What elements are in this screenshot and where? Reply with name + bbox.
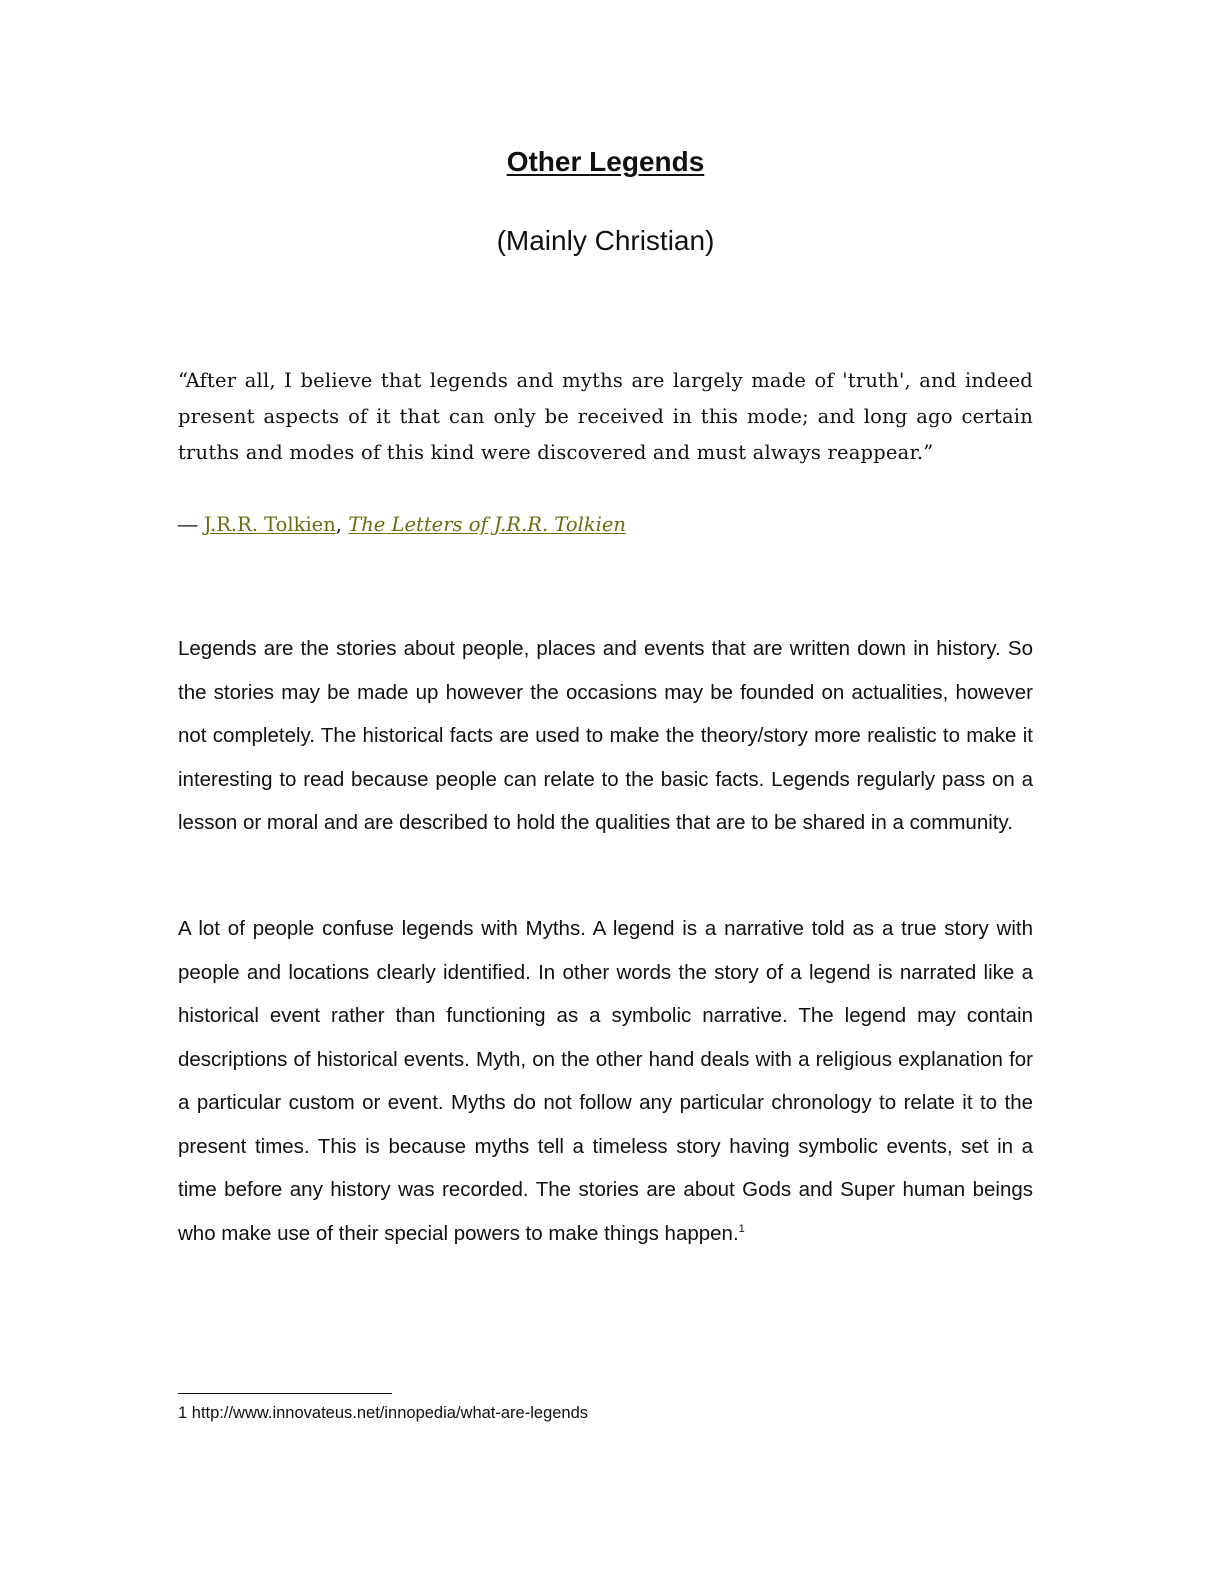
attribution-dash: ―	[178, 513, 204, 536]
footnote-url: http://www.innovateus.net/innopedia/what-are-legends	[187, 1404, 589, 1422]
book-link[interactable]: The Letters of J.R.R. Tolkien	[348, 513, 626, 536]
body-paragraph-1: Legends are the stories about people, places and events that are written down in history. So the stories may be made up however the occasions may be founded on actualities, however not completely. The historical facts are used to make the theory/story more realistic to make it interesting to read because people can relate to the basic facts. Legends regularly pass on a lesson or moral and are described to hold the qualities that are to be shared in a community.	[178, 637, 1033, 834]
body-paragraph-2-text: A lot of people confuse legends with Myths. A legend is a narrative told as a true story with people and locations clearly identified. In other words the story of a legend is narrated like a historical event rather than functioning as a symbolic narrative. The legend may contain descriptions of historical events. Myth, on the other hand deals with a religious explanation for a particular custom or event. Myths do not follow any particular chronology to relate it to the present times. This is because myths tell a timeless story having symbolic events, set in a time before any history was recorded. The stories are about Gods and Super human beings who make use of their special powers to make things happen.	[178, 917, 1033, 1245]
footnote	[178, 1401, 1033, 1425]
tolkien-quote: “After all, I believe that legends and myths are largely made of 'truth', and indeed present aspects of it that can only be received in this mode; and long ago certain truths and modes of this kind were discovered and must always reappear.”	[178, 369, 1033, 464]
document-subtitle: (Mainly Christian)	[496, 225, 715, 256]
attribution-separator: ,	[335, 513, 349, 536]
document-title: Other Legends	[506, 146, 705, 177]
quote-attribution	[178, 507, 1033, 543]
body-paragraph-2	[178, 907, 1033, 1255]
footnote-number: 1	[178, 1404, 188, 1422]
footnote-reference[interactable]: 1	[738, 1222, 745, 1235]
document-page	[178, 0, 1033, 1584]
author-link[interactable]: J.R.R. Tolkien	[203, 513, 336, 536]
footnote-separator	[178, 1393, 392, 1394]
